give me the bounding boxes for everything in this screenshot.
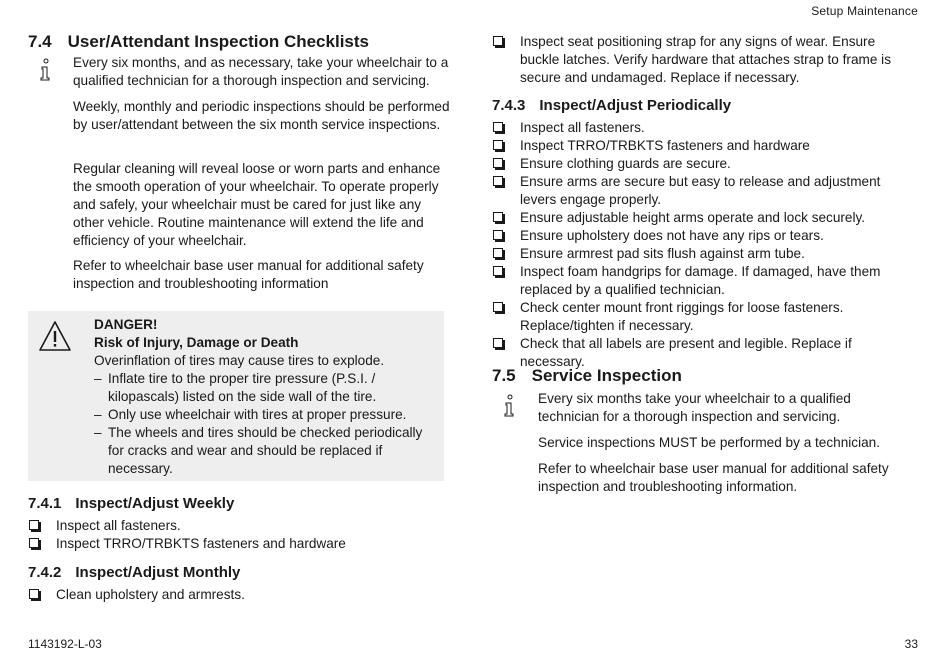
checkbox-icon[interactable] (493, 302, 503, 312)
danger-item: – The wheels and tires should be checked periodically for cracks and wear and should be replaced if necessary. (94, 424, 434, 478)
danger-title: DANGER! (94, 317, 158, 332)
checkbox-icon[interactable] (29, 520, 39, 530)
reference-paragraph: Refer to wheelchair base user manual for additional safety inspection and troubleshooting information (73, 258, 424, 291)
checklist-item: Check center mount front riggings for loose fasteners. Replace/tighten if necessary. (492, 299, 912, 335)
checklist-item: Ensure upholstery does not have any rips or tears. (492, 227, 912, 245)
section-7-4-3-heading (492, 97, 731, 114)
section-title: Inspect/Adjust Periodically (539, 97, 732, 114)
checkbox-icon[interactable] (29, 538, 39, 548)
checklist-item: Clean upholstery and armrests. (28, 586, 446, 604)
section-title: Inspect/Adjust Weekly (75, 495, 235, 512)
checkbox-icon[interactable] (493, 248, 503, 258)
monthly-checklist (28, 586, 446, 604)
danger-item: – Only use wheelchair with tires at proper pressure. (94, 406, 434, 424)
section-7-4-1-heading (28, 495, 234, 512)
checklist-item: Inspect foam handgrips for damage. If damaged, have them replaced by a qualified technician. (492, 263, 912, 299)
checklist-item: Inspect seat positioning strap for any signs of wear. Ensure buckle latches. Verify hardware that attaches strap to frame is secure and undamaged. Replace if necessary. (492, 33, 912, 87)
section-number: 7.4 (28, 32, 52, 51)
intro-paragraph: Every six months, and as necessary, take your wheelchair to a qualified technician for a thorough inspection and servicing. (73, 55, 449, 88)
service-reference-paragraph: Refer to wheelchair base user manual for additional safety inspection and troubleshooting information. (538, 461, 889, 494)
checkbox-icon[interactable] (493, 122, 503, 132)
checklist-item: Ensure armrest pad sits flush against arm tube. (492, 245, 912, 263)
checklist-item: Inspect all fasteners. (28, 517, 446, 535)
danger-subtitle: Risk of Injury, Damage or Death (94, 335, 299, 350)
section-7-4-heading (28, 32, 369, 52)
checkbox-icon[interactable] (493, 338, 503, 348)
checklist-item: Inspect all fasteners. (492, 119, 912, 137)
section-title: User/Attendant Inspection Checklists (67, 32, 369, 51)
warning-triangle-icon (38, 320, 72, 352)
checkbox-icon[interactable] (493, 36, 503, 46)
section-title: Inspect/Adjust Monthly (75, 564, 241, 581)
section-number: 7.4.3 (492, 97, 526, 114)
info-icon (502, 394, 516, 418)
cleaning-paragraph: Regular cleaning will reveal loose or worn parts and enhance the smooth operation of your wheelchair. To operate properly and safely, your wheelchair must be cared for just like any other vehicle. Routine maintenance will extend the life and efficiency of your wheelchair. (73, 161, 441, 248)
section-number: 7.4.2 (28, 564, 62, 581)
checkbox-icon[interactable] (29, 589, 39, 599)
page-number: 33 (904, 637, 918, 651)
checklist-item: Check that all labels are present and legible. Replace if necessary. (492, 335, 912, 371)
checkbox-icon[interactable] (493, 158, 503, 168)
checklist-item: Ensure clothing guards are secure. (492, 155, 912, 173)
section-title: Service Inspection (531, 366, 682, 385)
checklist-item: Ensure arms are secure but easy to release and adjustment levers engage properly. (492, 173, 912, 209)
section-number: 7.5 (492, 366, 516, 385)
section-7-5-heading (492, 366, 682, 386)
danger-lead: Overinflation of tires may cause tires to explode. (94, 353, 385, 368)
info-icon (38, 58, 52, 82)
checklist-item: Ensure adjustable height arms operate and lock securely. (492, 209, 912, 227)
service-paragraph: Every six months take your wheelchair to a qualified technician for a thorough inspection and servicing. (538, 391, 851, 424)
checklist-item: Inspect TRRO/TRBKTS fasteners and hardware (492, 137, 912, 155)
danger-list (94, 370, 434, 478)
section-number: 7.4.1 (28, 495, 62, 512)
schedule-paragraph: Weekly, monthly and periodic inspections should be performed by user/attendant between the six month service inspections. (73, 99, 450, 132)
document-number: 1143192-L-03 (28, 637, 102, 651)
monthly-checklist-continued (492, 33, 912, 87)
periodic-checklist (492, 119, 912, 371)
checkbox-icon[interactable] (493, 212, 503, 222)
checkbox-icon[interactable] (493, 266, 503, 276)
section-7-4-2-heading (28, 564, 240, 581)
danger-box (28, 311, 444, 481)
running-header: Setup Maintenance (811, 4, 918, 18)
checkbox-icon[interactable] (493, 140, 503, 150)
danger-item: – Inflate tire to the proper tire pressure (P.S.I. / kilopascals) listed on the side wall of the tire. (94, 370, 434, 406)
weekly-checklist (28, 517, 446, 553)
checklist-item: Inspect TRRO/TRBKTS fasteners and hardware (28, 535, 446, 553)
checkbox-icon[interactable] (493, 230, 503, 240)
service-requirement-paragraph: Service inspections MUST be performed by a technician. (538, 435, 881, 450)
checkbox-icon[interactable] (493, 176, 503, 186)
